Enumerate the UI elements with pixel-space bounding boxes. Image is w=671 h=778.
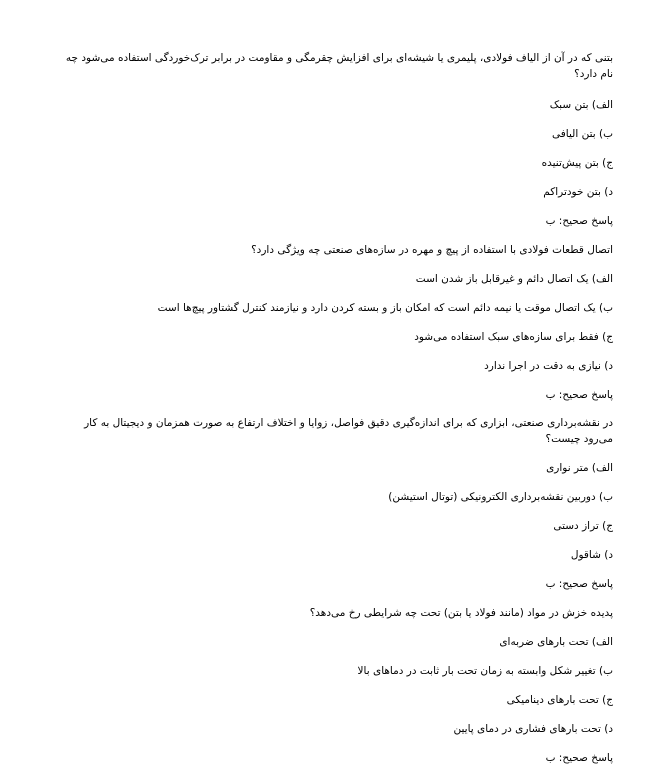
question-1-answer: پاسخ صحیح: ب <box>545 215 613 227</box>
question-2-option-b: ب) یک اتصال موقت یا نیمه دائم است که امکان باز و بسته کردن دارد و نیازمند کنترل گشتاور پیچ‌ها است <box>157 302 613 314</box>
question-4-answer: پاسخ صحیح: ب <box>545 752 613 764</box>
question-2-text: اتصال قطعات فولادی با استفاده از پیچ و مهره در سازه‌های صنعتی چه ویژگی دارد؟ <box>251 244 613 256</box>
question-2-option-a: الف) یک اتصال دائم و غیرقابل باز شدن است <box>415 273 613 285</box>
question-1-option-c: ج) بتن پیش‌تنیده <box>541 157 613 169</box>
question-3-option-c: ج) تراز دستی <box>553 520 613 532</box>
question-1-option-b: ب) بتن الیافی <box>552 128 613 140</box>
question-4-option-a: الف) تحت بارهای ضربه‌ای <box>499 636 613 648</box>
question-3-text: در نقشه‌برداری صنعتی، ابزاری که برای اندازه‌گیری دقیق فواصل، زوایا و اختلاف ارتفاع به صورت همزمان و دیجیتال به کار می‌رود چیست؟ <box>84 417 613 445</box>
question-2-option-c: ج) فقط برای سازه‌های سبک استفاده می‌شود <box>414 331 613 343</box>
question-3-option-d: د) شاقول <box>570 549 613 561</box>
question-1-option-a: الف) بتن سبک <box>549 99 613 111</box>
question-4-option-b: ب) تغییر شکل وابسته به زمان تحت بار ثابت در دماهای بالا <box>357 665 613 677</box>
question-4-text: پدیده خزش در مواد (مانند فولاد یا بتن) تحت چه شرایطی رخ می‌دهد؟ <box>309 607 613 619</box>
question-3-option-a: الف) متر نواری <box>546 462 613 474</box>
question-3-option-b: ب) دوربین نقشه‌برداری الکترونیکی (توتال استیشن) <box>388 491 613 503</box>
question-4-option-c: ج) تحت بارهای دینامیکی <box>506 694 613 706</box>
question-2-option-d: د) نیازی به دقت در اجرا ندارد <box>484 360 613 372</box>
question-3-answer: پاسخ صحیح: ب <box>545 578 613 590</box>
question-2-answer: پاسخ صحیح: ب <box>545 389 613 401</box>
question-1-option-d: د) بتن خودتراکم <box>543 186 613 198</box>
question-1-text: بتنی که در آن از الیاف فولادی، پلیمری یا شیشه‌ای برای افزایش چقرمگی و مقاومت در برابر ترک‌خوردگی استفاده می‌شود چه نام دارد؟ <box>65 52 613 80</box>
question-4-option-d: د) تحت بارهای فشاری در دمای پایین <box>453 723 613 735</box>
